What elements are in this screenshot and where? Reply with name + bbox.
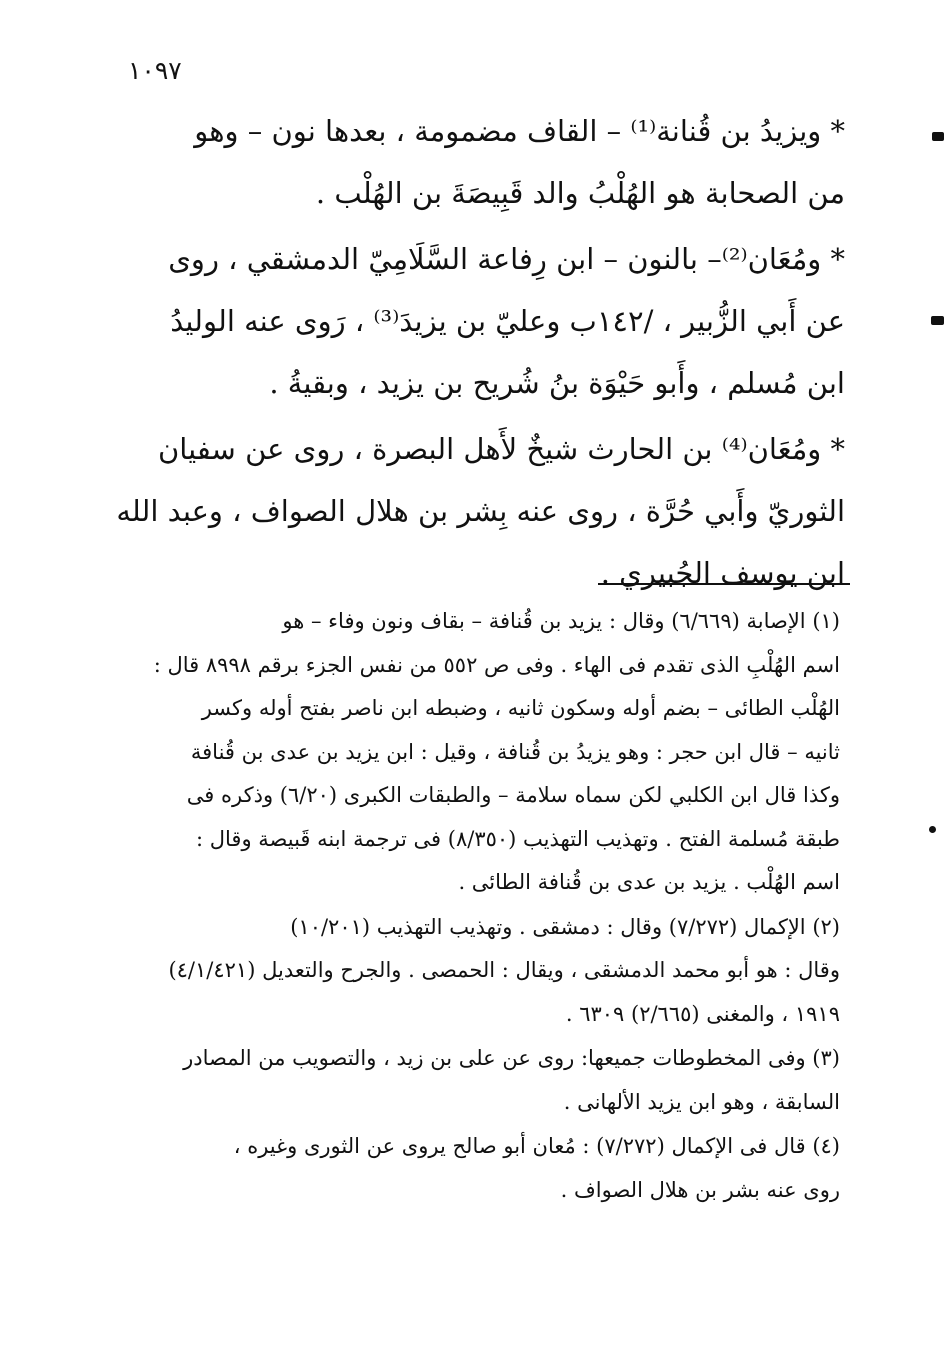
footnote-line: (٣) وفى المخطوطات جميعها: روى عن على بن زيد ، والتصويب من المصادر <box>183 1046 840 1070</box>
entry-muan-ibn-al-harith <box>110 418 845 604</box>
edge-mark <box>931 316 944 325</box>
text-line: عن أَبي الزُّبير ، /١٤٢ب وعليّ بن يزيدَ⁽³⁾ ، رَوى عنه الوليدُ <box>170 304 845 338</box>
footnote-line: طبقة مُسلمة الفتح . وتهذيب التهذيب (٨/٣٥٠) فى ترجمة ابنه قَبيصة وقال : <box>196 826 840 851</box>
footnote-line: وكذا قال ابن الكلبي لكن سماه سلامة – والطبقات الكبرى (٦/٢٠) وذكره فى <box>186 783 840 807</box>
footnote-1 <box>110 600 840 905</box>
footnote-line: روى عنه بشر بن هلال الصواف . <box>560 1177 840 1202</box>
main-text <box>110 100 845 608</box>
footnote-line: وقال : هو أبو محمد الدمشقى ، ويقال : الحمصى . والجرح والتعديل (٤/١/٤٢١) <box>168 958 840 982</box>
footnote-line: ثانيه – قال ابن حجر : وهو يزيدُ بن قُنافة ، وقيل : ابن يزيد بن عدى بن قُنافة <box>190 739 840 764</box>
footnotes <box>110 600 840 1213</box>
page-number: ١٠٩٧ <box>128 56 182 85</box>
footnote-4 <box>110 1125 840 1212</box>
entry-muan-ibn-rifaa <box>110 228 845 414</box>
text-line: ابن مُسلم ، وأَبو حَيْوَة بنُ شُريح بن يزيد ، وبقيةُ . <box>269 366 845 400</box>
footnote-line: الهُلْب الطائى – بضم أوله وسكون ثانيه ، وضبطه ابن ناصر بفتح أوله وكسر <box>201 696 840 720</box>
footnote-line: اسم الهُلْبِ الذى تقدم فى الهاء . وفى ص ٥٥٢ من نفس الجزء برقم ٨٩٩٨ قال : <box>153 652 840 677</box>
text-line: * ومُعَان⁽²⁾– بالنون – ابن رِفاعة السَّلَامِيّ الدمشقي ، روى <box>168 242 845 276</box>
edge-mark <box>932 132 944 141</box>
text-line: الثوريّ وأَبي حُرَّة ، روى عنه بِشر بن هلال الصواف ، وعبد الله <box>116 494 845 528</box>
footnote-separator <box>598 583 850 585</box>
text-line: ابن يوسف الجُبيري . <box>600 556 845 590</box>
footnote-line: ١٩١٩ ، والمغنى (٢/٦٦٥) ٦٣٠٩ . <box>565 1001 840 1026</box>
text-line: من الصحابة هو الهُلْبُ والد قَبِيصَةَ بن الهُلْب . <box>315 176 845 210</box>
footnote-line: (١) الإصابة (٦/٦٦٩) وقال : يزيد بن قُنافة – بقاف ونون وفاء – هو <box>282 609 840 633</box>
edge-mark <box>929 826 936 833</box>
text-line: * ومُعَان⁽⁴⁾ بن الحارث شيخٌ لأَهل البصرة ، روى عن سفيان <box>158 432 845 466</box>
entry-yazid-ibn-qunana <box>110 100 845 224</box>
footnote-line: اسم الهُلْب . يزيد بن عدى بن قُنافة الطائى . <box>458 870 840 894</box>
footnote-3 <box>110 1037 840 1124</box>
text-line: * ويزيدُ بن قُنانة⁽¹⁾ – القاف مضمومة ، بعدها نون – وهو <box>194 114 845 148</box>
footnote-line: (٤) قال فى الإكمال (٧/٢٧٢) : مُعان أبو صالح يروى عن الثورى وغيره ، <box>233 1134 840 1158</box>
footnote-2 <box>110 906 840 1037</box>
footnote-line: (٢) الإكمال (٧/٢٧٢) وقال : دمشقى . وتهذيب التهذيب (١٠/٢٠١) <box>290 914 840 939</box>
footnote-line: السابقة ، وهو ابن يزيد الألهانى . <box>563 1089 840 1114</box>
